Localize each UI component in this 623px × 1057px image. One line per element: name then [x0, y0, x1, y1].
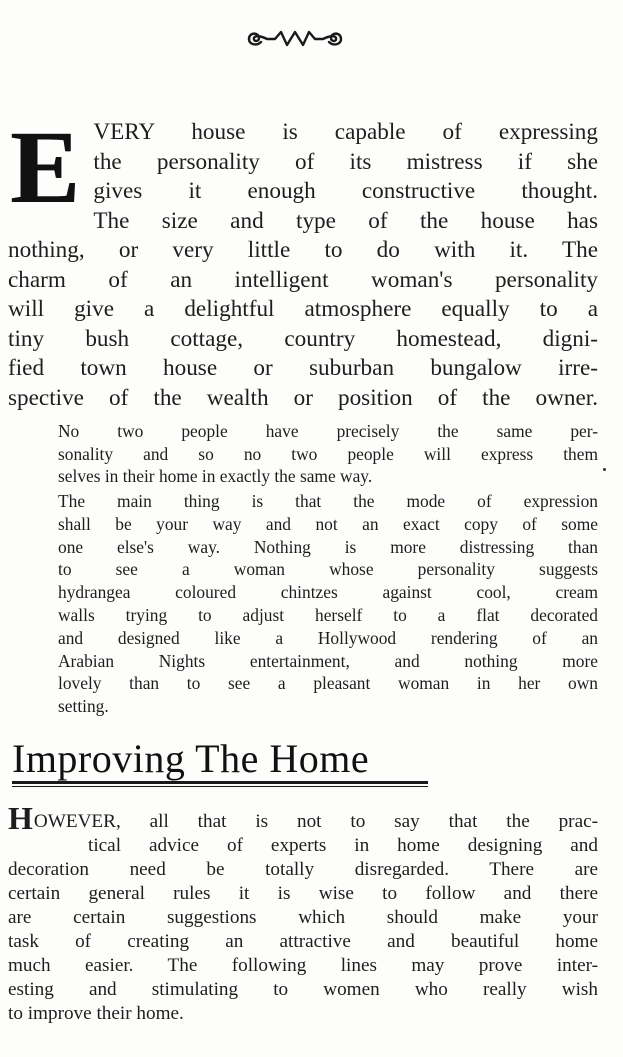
text-line: walls trying to adjust herself to a flat decorated [58, 604, 598, 625]
heading-underline-thin [12, 786, 428, 787]
text-line: Arabian Nights entertainment, and nothing more [58, 650, 598, 671]
text-line: decoration need be totally disregarded. There are [8, 859, 598, 880]
text-line: VERY house is capable of expressing [93, 119, 598, 145]
text-line: to see a woman whose personality suggests [58, 559, 598, 580]
text-line: charm of an intelligent woman's personality [8, 266, 598, 293]
text-line [8, 800, 598, 836]
text-line: one else's way. Nothing is more distressing than [58, 536, 598, 557]
text-line: are certain suggestions which should make your [8, 907, 598, 928]
text-line: tiny bush cottage, country homestead, digni- [8, 325, 598, 352]
text-line: gives it enough constructive thought. [93, 178, 598, 204]
text-line: shall be your way and not an exact copy of some [58, 513, 598, 534]
text-line: fied town house or suburban bungalow irre- [8, 355, 598, 381]
paragraph-two [8, 420, 598, 488]
text-line: selves in their home in exactly the same way. [58, 466, 373, 486]
paragraph-four [8, 800, 598, 1026]
text-line: the personality of its mistress if she [93, 148, 598, 175]
text-line: nothing, or very little to do with it. The [8, 237, 598, 263]
drop-cap-e: E [10, 110, 80, 225]
drop-cap-h: H [8, 800, 33, 836]
section-heading: Improving The Home [12, 736, 370, 781]
text-line: sonality and so no two people will express them [58, 443, 598, 464]
text-line: No two people have precisely the same per- [58, 421, 598, 441]
text-line: task of creating an attractive and beautiful home [8, 931, 598, 952]
text-line: and designed like a Hollywood rendering of an [58, 627, 598, 648]
text-line: The size and type of the house has [93, 207, 598, 234]
text-line: tical advice of experts in home designing and [88, 835, 598, 856]
text-line: esting and stimulating to women who really wish [8, 979, 598, 1000]
text-line: much easier. The following lines may prove inter- [8, 955, 598, 976]
text-line-rest: OWEVER, all that is not to say that the prac- [33, 811, 598, 832]
text-line: spective of the wealth or position of the owner. [8, 384, 598, 411]
paragraph-three [8, 490, 598, 718]
intro-paragraph [8, 110, 598, 413]
text-line: to improve their home. [8, 1003, 184, 1024]
text-line: lovely than to see a pleasant woman in her own [58, 673, 598, 694]
margin-speck [603, 468, 606, 471]
text-line: setting. [58, 696, 109, 717]
text-line: The main thing is that the mode of expression [58, 491, 598, 511]
text-line: hydrangea coloured chintzes against cool, cream [58, 582, 598, 603]
heading-underline-thick [12, 781, 428, 784]
text-line: certain general rules it is wise to follow and there [8, 883, 598, 904]
scroll-flourish-icon [245, 28, 345, 50]
text-line: will give a delightful atmosphere equally to a [8, 296, 598, 322]
